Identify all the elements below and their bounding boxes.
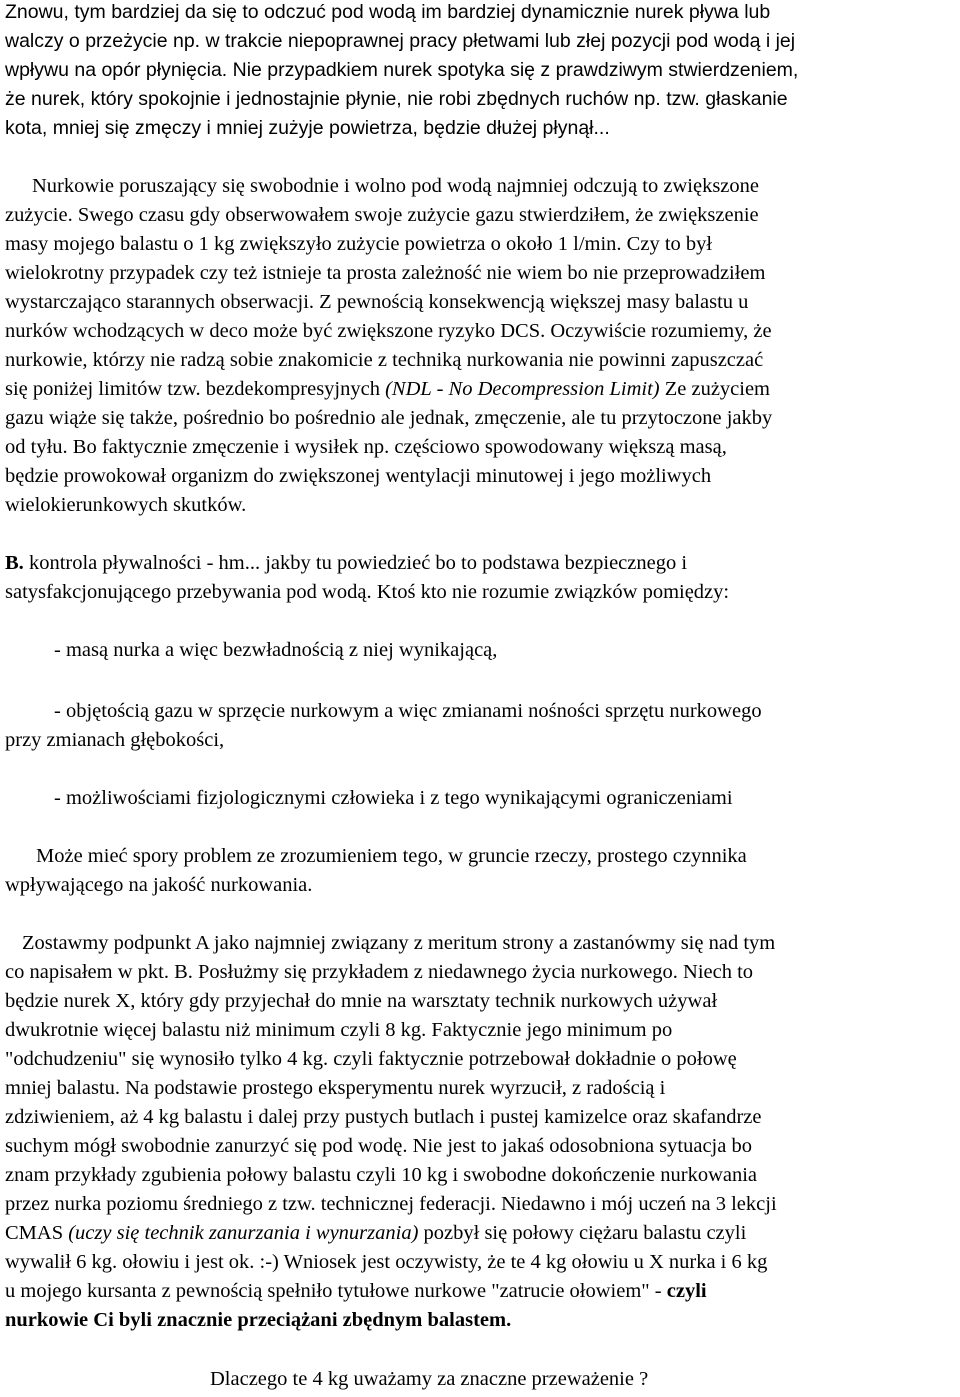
para3-line-1: Może mieć spory problem ze zrozumieniem tego, w gruncie rzeczy, prostego czynnika xyxy=(36,845,747,867)
para2-line-11: będzie prowokował organizm do zwiększonej wentylacji minutowej i jego możliwych xyxy=(5,465,712,487)
para4-line-14: nurkowie Ci byli znacznie przeciążani zbędnym balastem. xyxy=(5,1309,512,1331)
para2-line-1: Nurkowie poruszający się swobodnie i wolno pod wodą najmniej odczują to zwiększone xyxy=(32,175,759,197)
para4-line-9: znam przykłady zgubienia połowy balastu czyli 10 kg i swobodne dokończenie nurkowania xyxy=(5,1164,758,1186)
para4-line-10: przez nurka poziomu średniego z tzw. technicznej federacji. Niedawno i mój uczeń na 3 lekcji xyxy=(5,1193,777,1215)
para2-line-8-text: się poniżej limitów tzw. bezdekompresyjnych xyxy=(5,378,386,400)
para4-line-13-bold: czyli xyxy=(666,1280,707,1302)
section-b-label: B. xyxy=(5,552,24,574)
para1-line-2: walczy o przeżycie np. w trakcie niepoprawnej pracy płetwami lub złej pozycji pod wodą i jej xyxy=(5,30,796,52)
para4-line-11-text: CMAS xyxy=(5,1222,69,1244)
section-b-text: kontrola pływalności - hm... jakby tu powiedzieć bo to podstawa bezpiecznego i xyxy=(23,552,688,574)
para4-line-1: Zostawmy podpunkt A jako najmniej związany z meritum strony a zastanówmy się nad tym xyxy=(22,932,776,954)
para3-line-2: wpływającego na jakość nurkowania. xyxy=(5,874,313,896)
para2-line-5: wystarczająco starannych obserwacji. Z pewnością konsekwencją większej masy balastu u xyxy=(5,291,749,313)
para2-line-9: gazu wiąże się także, pośrednio bo pośrednio ale jednak, zmęczenie, ale tu przytoczone jakby xyxy=(5,407,773,429)
list-item-2-line-1: - objętością gazu w sprzęcie nurkowym a więc zmianami nośności sprzętu nurkowego xyxy=(54,700,762,722)
para4-line-13 xyxy=(5,1277,707,1306)
para4-line-13-text: u mojego kursanta z pewnością spełniło tytułowe nurkowe "zatrucie ołowiem" - xyxy=(5,1280,667,1302)
para1-line-5: kota, mniej się zmęczy i mniej zużyje powietrza, będzie dłużej płynął... xyxy=(5,117,610,139)
para2-line-12: wielokierunkowych skutków. xyxy=(5,494,247,516)
section-b-line-2: satysfakcjonującego przebywania pod wodą. Ktoś kto nie rozumie związków pomiędzy: xyxy=(5,581,730,603)
para4-line-2: co napisałem w pkt. B. Posłużmy się przykładem z niedawnego życia nurkowego. Niech to xyxy=(5,961,754,983)
para1-line-4: że nurek, który spokojnie i jednostajnie płynie, nie robi zbędnych ruchów np. tzw. głaskanie xyxy=(5,88,788,110)
para2-line-4: wielokrotny przypadek czy też istnieje ta prosta zależność nie wiem bo nie przeprowadziłem xyxy=(5,262,766,284)
para4-line-5: "odchudzeniu" się wynosiło tylko 4 kg. czyli faktycznie potrzebował dokładnie o połowę xyxy=(5,1048,737,1070)
para4-line-11-tail: pozbył się połowy ciężaru balastu czyli xyxy=(418,1222,747,1244)
para2-line-10: od tyłu. Bo faktycznie zmęczenie i wysiłek np. częściowo spowodowany większą masą, xyxy=(5,436,727,458)
list-item-2-line-2: przy zmianach głębokości, xyxy=(5,729,225,751)
closing-question: Dlaczego te 4 kg uważamy za znaczne przeważenie ? xyxy=(210,1368,649,1390)
para4-line-7: zdziwieniem, aż 4 kg balastu i dalej przy pustych butlach i pustej kamizelce oraz skafandrze xyxy=(5,1106,762,1128)
para1-line-3: wpływu na opór płynięcia. Nie przypadkiem nurek spotyka się z prawdziwym stwierdzeniem, xyxy=(5,59,799,81)
para4-line-12: wywalił 6 kg. ołowiu i jest ok. :-) Wniosek jest oczywisty, że te 4 kg ołowiu u X nurka i 6 kg xyxy=(5,1251,768,1273)
para2-line-3: masy mojego balastu o 1 kg zwiększyło zużycie powietrza o około 1 l/min. Czy to był xyxy=(5,233,713,255)
list-item-1: - masą nurka a więc bezwładnością z niej wynikającą, xyxy=(54,639,498,661)
para2-line-8 xyxy=(5,375,770,404)
para4-line-3: będzie nurek X, który gdy przyjechał do mnie na warsztaty technik nurkowych używał xyxy=(5,990,718,1012)
cmas-italic: (uczy się technik zanurzania i wynurzania) xyxy=(68,1222,419,1244)
para2-line-2: zużycie. Swego czasu gdy obserwowałem swoje zużycie gazu stwierdziłem, że zwiększenie xyxy=(5,204,759,226)
para1-line-1: Znowu, tym bardziej da się to odczuć pod wodą im bardziej dynamicznie nurek pływa lub xyxy=(5,1,771,23)
para4-line-4: dwukrotnie więcej balastu niż minimum czyli 8 kg. Faktycznie jego minimum po xyxy=(5,1019,673,1041)
section-b-line-1 xyxy=(5,549,687,578)
para4-line-8: suchym mógł swobodnie zanurzyć się pod wodę. Nie jest to jakaś odosobniona sytuacja bo xyxy=(5,1135,752,1157)
para4-line-11 xyxy=(5,1219,746,1248)
para2-line-8-tail: Ze zużyciem xyxy=(659,378,771,400)
ndl-italic: (NDL - No Decompression Limit) xyxy=(385,378,660,400)
para4-line-6: mniej balastu. Na podstawie prostego eksperymentu nurek wyrzucił, z radością i xyxy=(5,1077,666,1099)
list-item-3: - możliwościami fizjologicznymi człowieka i z tego wynikającymi ograniczeniami xyxy=(54,787,733,809)
para2-line-7: nurkowie, którzy nie radzą sobie znakomicie z techniką nurkowania nie powinni zapuszczać xyxy=(5,349,764,371)
para2-line-6: nurków wchodzących w deco może być zwiększone ryzyko DCS. Oczywiście rozumiemy, że xyxy=(5,320,772,342)
